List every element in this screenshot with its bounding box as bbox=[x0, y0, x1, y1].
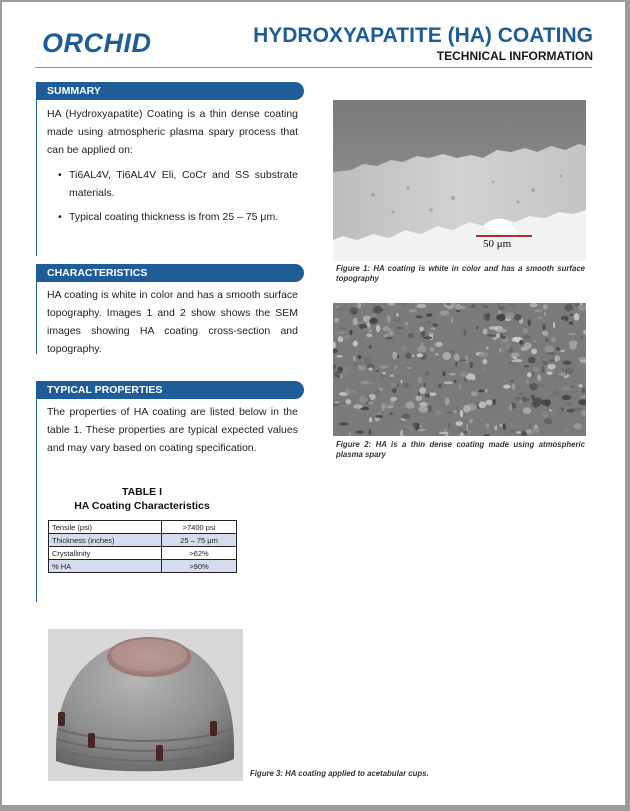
scale-bar bbox=[476, 235, 532, 237]
value-cell: 25 – 75 μm bbox=[162, 534, 237, 547]
table-row bbox=[49, 521, 237, 534]
document-subtitle: TECHNICAL INFORMATION bbox=[436, 49, 593, 63]
figure-2-sem-topography bbox=[333, 303, 586, 436]
property-cell: Thickness (inches) bbox=[49, 534, 162, 547]
summary-bullet: • Typical coating thickness is from 25 – 75 μm. bbox=[58, 208, 298, 226]
property-cell: % HA bbox=[49, 560, 162, 573]
value-cell: >90% bbox=[162, 560, 237, 573]
figure-3-caption: Figure 3: HA coating applied to acetabular cups. bbox=[250, 769, 429, 778]
figure-2-caption: Figure 2: HA is a thin dense coating made using atmospheric plasma spary bbox=[336, 440, 585, 459]
property-cell: Crystallinity bbox=[49, 547, 162, 560]
value-cell: >62% bbox=[162, 547, 237, 560]
characteristics-sidebar-line bbox=[36, 280, 37, 354]
ha-properties-table bbox=[48, 520, 237, 573]
summary-bullet-list bbox=[58, 166, 298, 232]
summary-heading: SUMMARY bbox=[36, 82, 304, 100]
orchid-logo: ORCHID bbox=[42, 28, 152, 58]
document-title: HYDROXYAPATITE (HA) COATING bbox=[253, 24, 593, 47]
table-title: HA Coating Characteristics bbox=[74, 500, 210, 512]
scale-bar-label: 50 μm bbox=[483, 238, 512, 250]
characteristics-heading: CHARACTERISTICS bbox=[36, 264, 304, 282]
table-row bbox=[49, 547, 237, 560]
typical-properties-heading: TYPICAL PROPERTIES bbox=[36, 381, 304, 399]
document-page bbox=[2, 2, 625, 805]
value-cell: >7400 psi bbox=[162, 521, 237, 534]
header-divider bbox=[35, 67, 592, 68]
figure-1-sem-cross-section bbox=[333, 100, 586, 261]
summary-bullet: • Ti6AL4V, Ti6AL4V Eli, CoCr and SS substrate materials. bbox=[58, 166, 298, 202]
property-cell: Tensile (psi) bbox=[49, 521, 162, 534]
figure-3-acetabular-cup-photo bbox=[48, 629, 243, 781]
table-number: TABLE I bbox=[121, 486, 163, 498]
summary-sidebar-line bbox=[36, 98, 37, 256]
table-row bbox=[49, 534, 237, 547]
characteristics-body: HA coating is white in color and has a smooth surface topography. Images 1 and 2 show shows the SEM images showing HA coating cross-section and topography. bbox=[47, 289, 298, 355]
table-row bbox=[49, 560, 237, 573]
typical-properties-body: The properties of HA coating are listed below in the table 1. These properties are typical expected values and may vary based on coating specification. bbox=[47, 406, 298, 454]
figure-1-caption: Figure 1: HA coating is white in color and has a smooth surface topography bbox=[336, 264, 585, 283]
summary-body: HA (Hydroxyapatite) Coating is a thin dense coating made using atmospheric plasma spary process that can be applied on: bbox=[47, 108, 298, 156]
typical-properties-sidebar-line bbox=[36, 397, 37, 602]
